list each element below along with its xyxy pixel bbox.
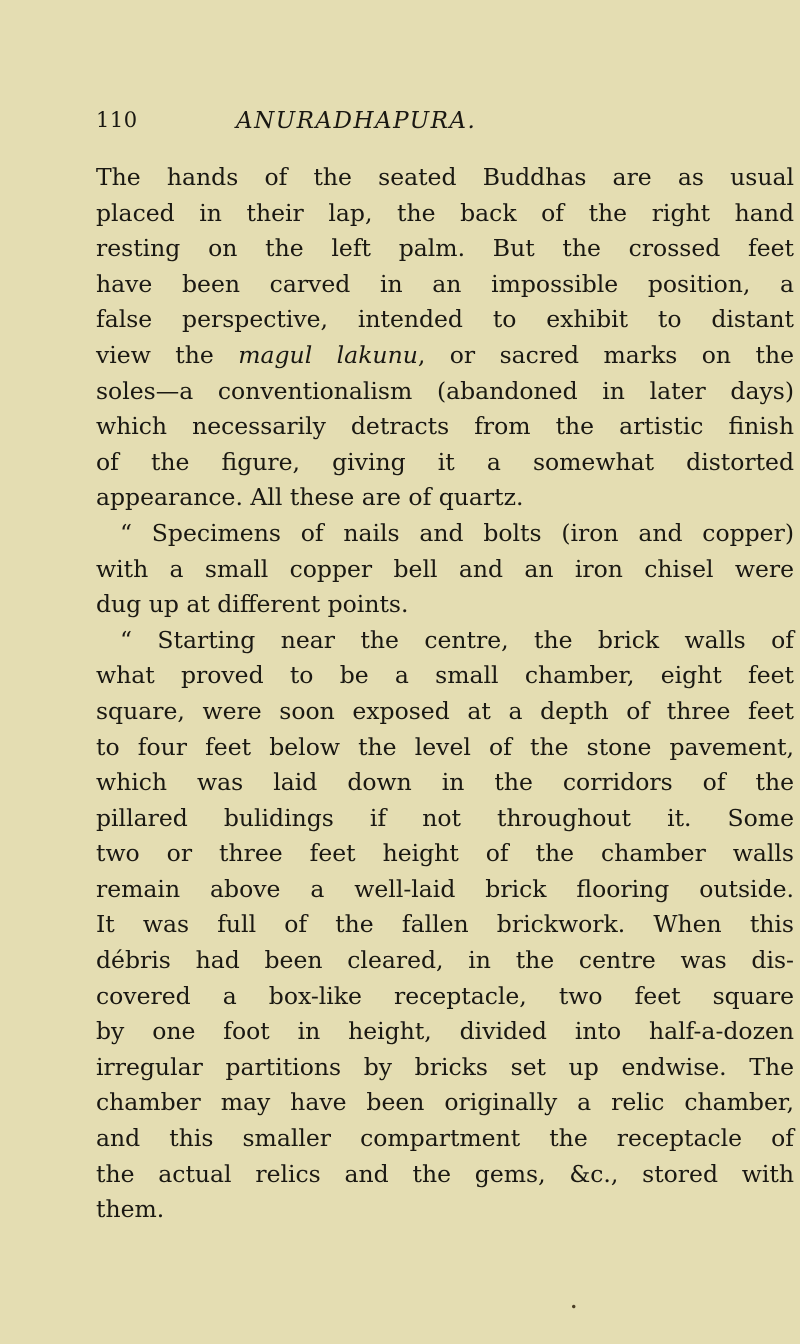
page-number: 110 — [96, 108, 138, 132]
text-line: covered a box-like receptacle, two feet square — [96, 981, 794, 1010]
text-line: the actual relics and the gems, &c., stored with — [96, 1159, 794, 1188]
text-line: square, were soon exposed at a depth of three feet — [96, 696, 794, 725]
running-head — [96, 108, 776, 140]
italic-term: magul lakunu — [238, 340, 418, 369]
text-line: irregular partitions by bricks set up endwise. The — [96, 1052, 794, 1081]
body-text — [96, 160, 794, 1228]
running-title: ANURADHAPURA. — [236, 108, 477, 134]
ink-mark: • — [567, 1299, 580, 1315]
text-line: soles—a conventionalism (abandoned in later days) — [96, 376, 794, 405]
text-line: remain above a well-laid brick flooring outside. — [96, 874, 794, 903]
text-line: false perspective, intended to exhibit to distant — [96, 305, 794, 334]
text-line: chamber may have been originally a relic chamber, — [96, 1088, 794, 1117]
text-line: and this smaller compartment the receptacle of — [96, 1124, 794, 1153]
text-line: dug up at different points. — [96, 590, 409, 619]
text-line: what proved to be a small chamber, eight feet — [96, 661, 794, 690]
text-line: of the figure, giving it a somewhat distorted — [96, 447, 794, 476]
text-line: have been carved in an impossible position, a — [96, 269, 794, 298]
text-run: view the — [96, 340, 239, 369]
text-line: to four feet below the level of the stone pavement, — [96, 732, 794, 761]
text-line: “ Specimens of nails and bolts (iron and copper) — [120, 518, 794, 547]
text-line: by one foot in height, divided into half-a-dozen — [96, 1017, 794, 1046]
text-run: , or sacred marks on the — [417, 340, 794, 369]
text-line: débris had been cleared, in the centre was dis- — [96, 946, 794, 975]
text-line: which necessarily detracts from the artistic finish — [96, 412, 794, 441]
text-line: resting on the left palm. But the crossed feet — [96, 234, 794, 263]
text-line: two or three feet height of the chamber walls — [96, 839, 794, 868]
text-line: pillared bulidings if not throughout it. Some — [96, 803, 794, 832]
text-line: “ Starting near the centre, the brick walls of — [120, 625, 794, 654]
text-line: It was full of the fallen brickwork. When this — [96, 910, 794, 939]
text-line: placed in their lap, the back of the right hand — [96, 198, 794, 227]
text-line — [96, 338, 794, 374]
text-line: appearance. All these are of quartz. — [96, 483, 524, 512]
text-line: them. — [96, 1195, 165, 1224]
text-line: which was laid down in the corridors of the — [96, 768, 794, 797]
text-line: with a small copper bell and an iron chisel were — [96, 554, 794, 583]
text-line: The hands of the seated Buddhas are as usual — [96, 163, 794, 191]
